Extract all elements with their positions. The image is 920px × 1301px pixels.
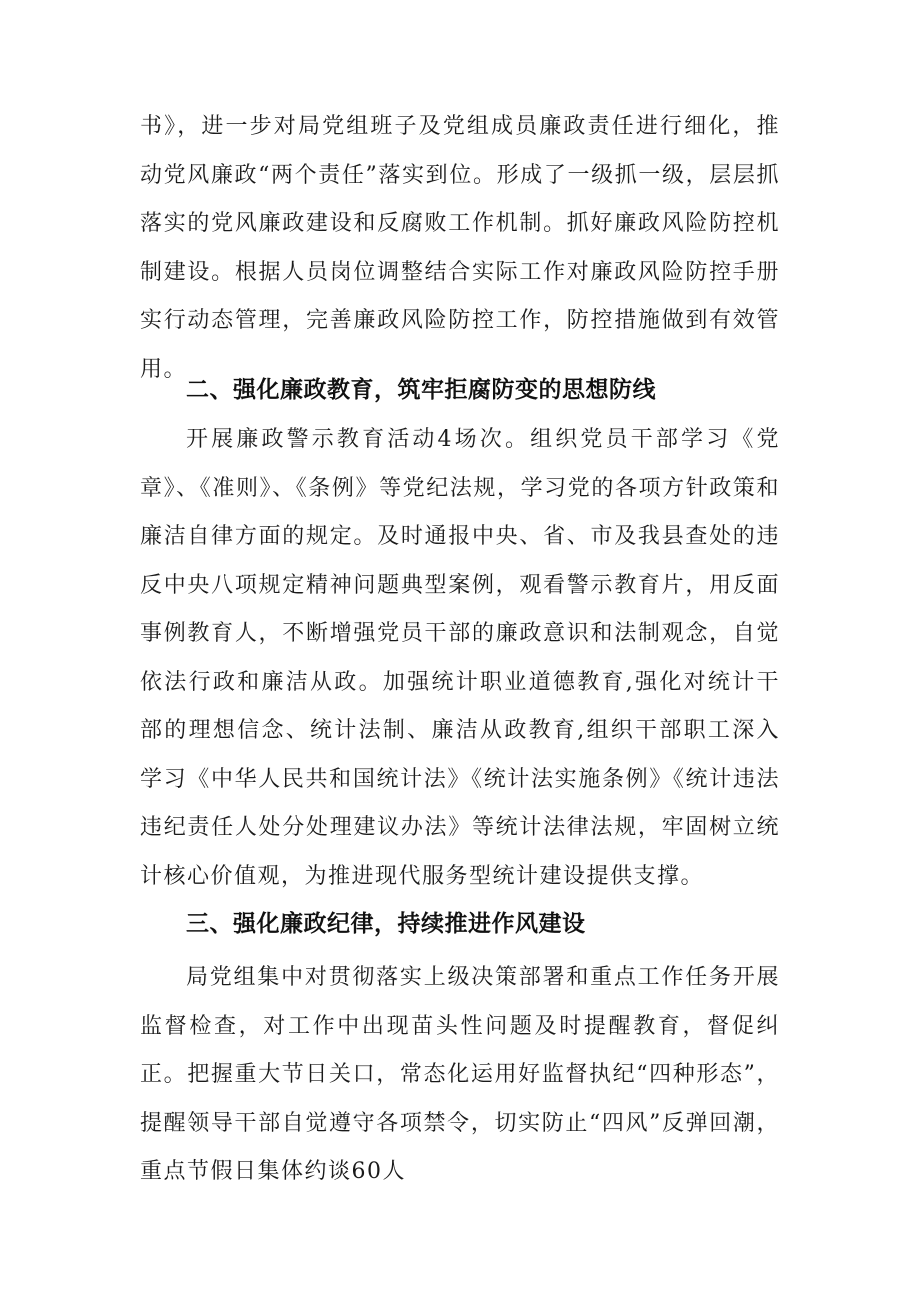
paragraph-education: 开展廉政警示教育活动4场次。组织党员干部学习《党章》、《准则》、《条例》等党纪法规，学习党的各项方针政策和廉洁自律方面的规定。及时通报中央、省、市及我县查处的违反中央八项规定精神问题典型案例，观看警示教育片，用反面事例教育人，不断增强党员干部的廉政意识和法制观念，自觉依法行政和廉洁从政。加强统计职业道德教育,强化对统计干部的理想信念、统计法制、廉洁从政教育,组织干部职工深入学习《中华人民共和国统计法》《统计法实施条例》《统计违法违纪责任人处分处理建议办法》等统计法律法规，牢固树立统计核心价值观，为推进现代服务型统计建设提供支撑。 bbox=[140, 427, 780, 889]
paragraph-discipline: 局党组集中对贯彻落实上级决策部署和重点工作任务开展监督检查，对工作中出现苗头性问题及时提醒教育，督促纠正。把握重大节日关口，常态化运用好监督执纪“四种形态”，提醒领导干部自觉遵守各项禁令，切实防止“四风”反弹回潮，重点节假日集体约谈60人 bbox=[140, 965, 780, 1184]
section-heading-education: 二、强化廉政教育，筑牢拒腐防变的思想防线 bbox=[186, 377, 656, 403]
paragraph-responsibility: 书》，进一步对局党组班子及党组成员廉政责任进行细化，推动党风廉政“两个责任”落实到位。形成了一级抓一级，层层抓落实的党风廉政建设和反腐败工作机制。抓好廉政风险防控机制建设。根据人员岗位调整结合实际工作对廉政风险防控手册实行动态管理，完善廉政风险防控工作，防控措施做到有效管用。 bbox=[140, 114, 780, 382]
section-heading-discipline: 三、强化廉政纪律，持续推进作风建设 bbox=[186, 911, 586, 937]
